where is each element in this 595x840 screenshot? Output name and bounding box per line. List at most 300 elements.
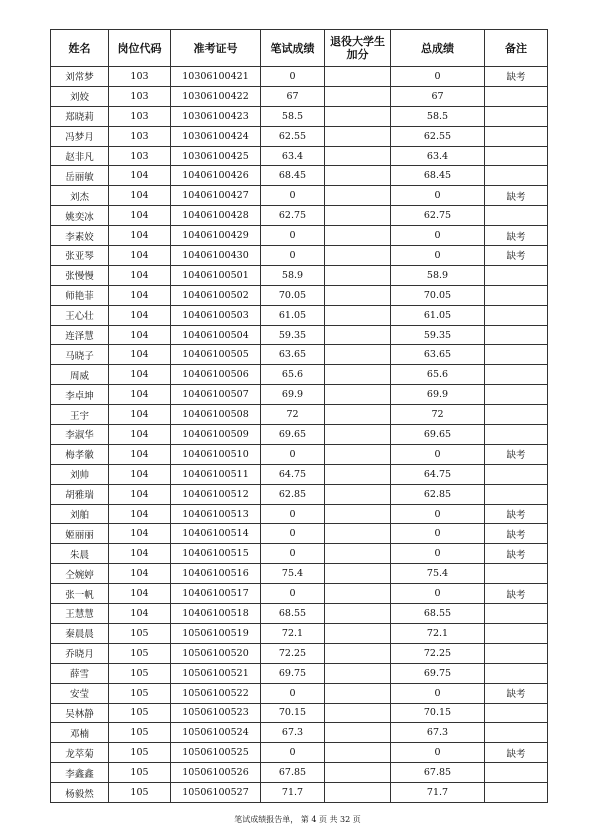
table-row bbox=[51, 444, 548, 464]
cell-name: 秦晨晨 bbox=[51, 623, 109, 643]
table-row bbox=[51, 564, 548, 584]
cell-written-score: 59.35 bbox=[261, 325, 325, 345]
cell-veteran-bonus bbox=[325, 365, 391, 385]
cell-remarks bbox=[485, 345, 548, 365]
cell-position-code: 104 bbox=[109, 464, 171, 484]
cell-veteran-bonus bbox=[325, 126, 391, 146]
cell-position-code: 105 bbox=[109, 623, 171, 643]
cell-position-code: 104 bbox=[109, 265, 171, 285]
cell-position-code: 104 bbox=[109, 186, 171, 206]
cell-position-code: 104 bbox=[109, 604, 171, 624]
cell-total-score: 0 bbox=[391, 67, 485, 87]
cell-ticket-number: 10406100504 bbox=[171, 325, 261, 345]
cell-position-code: 105 bbox=[109, 683, 171, 703]
cell-written-score: 70.15 bbox=[261, 703, 325, 723]
table-row bbox=[51, 604, 548, 624]
cell-total-score: 67.85 bbox=[391, 763, 485, 783]
cell-ticket-number: 10306100425 bbox=[171, 146, 261, 166]
cell-ticket-number: 10506100524 bbox=[171, 723, 261, 743]
table-row bbox=[51, 305, 548, 325]
cell-remarks bbox=[485, 663, 548, 683]
cell-remarks bbox=[485, 285, 548, 305]
cell-position-code: 103 bbox=[109, 86, 171, 106]
cell-written-score: 67 bbox=[261, 86, 325, 106]
cell-veteran-bonus bbox=[325, 723, 391, 743]
cell-position-code: 104 bbox=[109, 166, 171, 186]
cell-written-score: 72.1 bbox=[261, 623, 325, 643]
header-total-score: 总成绩 bbox=[391, 30, 485, 67]
cell-veteran-bonus bbox=[325, 763, 391, 783]
cell-remarks bbox=[485, 206, 548, 226]
table-row bbox=[51, 126, 548, 146]
page-footer: 笔试成绩报告单， 第 4 页 共 32 页 bbox=[234, 815, 361, 824]
cell-total-score: 70.15 bbox=[391, 703, 485, 723]
cell-name: 刘常梦 bbox=[51, 67, 109, 87]
cell-written-score: 0 bbox=[261, 524, 325, 544]
cell-name: 刘姣 bbox=[51, 86, 109, 106]
cell-ticket-number: 10406100514 bbox=[171, 524, 261, 544]
cell-ticket-number: 10406100503 bbox=[171, 305, 261, 325]
cell-position-code: 105 bbox=[109, 703, 171, 723]
cell-position-code: 103 bbox=[109, 106, 171, 126]
cell-total-score: 58.5 bbox=[391, 106, 485, 126]
cell-ticket-number: 10506100523 bbox=[171, 703, 261, 723]
cell-veteran-bonus bbox=[325, 106, 391, 126]
cell-total-score: 61.05 bbox=[391, 305, 485, 325]
cell-written-score: 69.65 bbox=[261, 425, 325, 445]
cell-total-score: 0 bbox=[391, 226, 485, 246]
cell-ticket-number: 10406100430 bbox=[171, 246, 261, 266]
cell-ticket-number: 10406100516 bbox=[171, 564, 261, 584]
cell-ticket-number: 10406100511 bbox=[171, 464, 261, 484]
cell-total-score: 75.4 bbox=[391, 564, 485, 584]
cell-name: 姚奕冰 bbox=[51, 206, 109, 226]
cell-remarks: 缺考 bbox=[485, 67, 548, 87]
cell-position-code: 105 bbox=[109, 783, 171, 803]
cell-written-score: 70.05 bbox=[261, 285, 325, 305]
table-row bbox=[51, 763, 548, 783]
table-row bbox=[51, 166, 548, 186]
table-row bbox=[51, 504, 548, 524]
cell-remarks bbox=[485, 86, 548, 106]
cell-name: 薛雪 bbox=[51, 663, 109, 683]
cell-written-score: 58.9 bbox=[261, 265, 325, 285]
cell-ticket-number: 10506100520 bbox=[171, 643, 261, 663]
cell-remarks bbox=[485, 325, 548, 345]
cell-total-score: 69.75 bbox=[391, 663, 485, 683]
cell-position-code: 105 bbox=[109, 743, 171, 763]
cell-veteran-bonus bbox=[325, 265, 391, 285]
cell-total-score: 65.6 bbox=[391, 365, 485, 385]
cell-name: 岳丽敏 bbox=[51, 166, 109, 186]
cell-name: 刘帅 bbox=[51, 464, 109, 484]
cell-remarks bbox=[485, 385, 548, 405]
cell-position-code: 103 bbox=[109, 126, 171, 146]
header-ticket-number: 准考证号 bbox=[171, 30, 261, 67]
cell-veteran-bonus bbox=[325, 743, 391, 763]
cell-position-code: 105 bbox=[109, 723, 171, 743]
cell-ticket-number: 10406100509 bbox=[171, 425, 261, 445]
cell-ticket-number: 10306100422 bbox=[171, 86, 261, 106]
table-row bbox=[51, 464, 548, 484]
cell-ticket-number: 10506100525 bbox=[171, 743, 261, 763]
cell-total-score: 68.55 bbox=[391, 604, 485, 624]
cell-ticket-number: 10406100515 bbox=[171, 544, 261, 564]
cell-veteran-bonus bbox=[325, 325, 391, 345]
cell-ticket-number: 10406100517 bbox=[171, 584, 261, 604]
cell-written-score: 61.05 bbox=[261, 305, 325, 325]
cell-name: 周威 bbox=[51, 365, 109, 385]
cell-total-score: 67 bbox=[391, 86, 485, 106]
cell-ticket-number: 10406100508 bbox=[171, 405, 261, 425]
cell-total-score: 72.25 bbox=[391, 643, 485, 663]
cell-name: 仝婉婷 bbox=[51, 564, 109, 584]
cell-position-code: 104 bbox=[109, 325, 171, 345]
cell-name: 胡雅瑞 bbox=[51, 484, 109, 504]
cell-veteran-bonus bbox=[325, 484, 391, 504]
cell-position-code: 104 bbox=[109, 524, 171, 544]
cell-written-score: 0 bbox=[261, 186, 325, 206]
table-row bbox=[51, 206, 548, 226]
cell-ticket-number: 10506100519 bbox=[171, 623, 261, 643]
cell-position-code: 104 bbox=[109, 285, 171, 305]
cell-veteran-bonus bbox=[325, 584, 391, 604]
cell-written-score: 75.4 bbox=[261, 564, 325, 584]
cell-veteran-bonus bbox=[325, 246, 391, 266]
cell-total-score: 0 bbox=[391, 444, 485, 464]
table-row bbox=[51, 325, 548, 345]
table-header-row bbox=[51, 30, 548, 67]
table-row bbox=[51, 226, 548, 246]
table-row bbox=[51, 265, 548, 285]
cell-name: 张一帆 bbox=[51, 584, 109, 604]
cell-veteran-bonus bbox=[325, 345, 391, 365]
cell-ticket-number: 10406100426 bbox=[171, 166, 261, 186]
cell-veteran-bonus bbox=[325, 683, 391, 703]
header-name: 姓名 bbox=[51, 30, 109, 67]
table-row bbox=[51, 643, 548, 663]
cell-ticket-number: 10306100423 bbox=[171, 106, 261, 126]
cell-name: 连泽慧 bbox=[51, 325, 109, 345]
cell-written-score: 62.75 bbox=[261, 206, 325, 226]
cell-written-score: 65.6 bbox=[261, 365, 325, 385]
cell-written-score: 69.75 bbox=[261, 663, 325, 683]
cell-written-score: 0 bbox=[261, 444, 325, 464]
cell-veteran-bonus bbox=[325, 186, 391, 206]
cell-name: 龙萃菊 bbox=[51, 743, 109, 763]
table-row bbox=[51, 67, 548, 87]
cell-remarks bbox=[485, 564, 548, 584]
cell-ticket-number: 10506100521 bbox=[171, 663, 261, 683]
cell-total-score: 72 bbox=[391, 405, 485, 425]
cell-remarks: 缺考 bbox=[485, 226, 548, 246]
cell-written-score: 68.55 bbox=[261, 604, 325, 624]
cell-remarks: 缺考 bbox=[485, 544, 548, 564]
cell-remarks bbox=[485, 425, 548, 445]
cell-ticket-number: 10406100428 bbox=[171, 206, 261, 226]
cell-written-score: 64.75 bbox=[261, 464, 325, 484]
table-row bbox=[51, 285, 548, 305]
cell-total-score: 64.75 bbox=[391, 464, 485, 484]
cell-name: 李淑华 bbox=[51, 425, 109, 445]
cell-remarks: 缺考 bbox=[485, 584, 548, 604]
cell-position-code: 104 bbox=[109, 305, 171, 325]
cell-remarks bbox=[485, 305, 548, 325]
table-row bbox=[51, 623, 548, 643]
cell-total-score: 63.4 bbox=[391, 146, 485, 166]
cell-position-code: 104 bbox=[109, 544, 171, 564]
cell-remarks: 缺考 bbox=[485, 186, 548, 206]
cell-ticket-number: 10506100527 bbox=[171, 783, 261, 803]
cell-total-score: 63.65 bbox=[391, 345, 485, 365]
cell-total-score: 69.9 bbox=[391, 385, 485, 405]
cell-written-score: 68.45 bbox=[261, 166, 325, 186]
cell-ticket-number: 10406100518 bbox=[171, 604, 261, 624]
cell-remarks bbox=[485, 265, 548, 285]
cell-position-code: 104 bbox=[109, 584, 171, 604]
cell-position-code: 105 bbox=[109, 643, 171, 663]
table-row bbox=[51, 106, 548, 126]
table-row bbox=[51, 743, 548, 763]
cell-ticket-number: 10406100501 bbox=[171, 265, 261, 285]
cell-name: 李卓坤 bbox=[51, 385, 109, 405]
cell-name: 张亚琴 bbox=[51, 246, 109, 266]
cell-written-score: 0 bbox=[261, 504, 325, 524]
table-row bbox=[51, 385, 548, 405]
cell-written-score: 67.85 bbox=[261, 763, 325, 783]
cell-veteran-bonus bbox=[325, 385, 391, 405]
table-row bbox=[51, 345, 548, 365]
cell-name: 吴林静 bbox=[51, 703, 109, 723]
cell-written-score: 72.25 bbox=[261, 643, 325, 663]
cell-veteran-bonus bbox=[325, 663, 391, 683]
cell-written-score: 69.9 bbox=[261, 385, 325, 405]
cell-written-score: 0 bbox=[261, 544, 325, 564]
table-row bbox=[51, 86, 548, 106]
cell-written-score: 62.85 bbox=[261, 484, 325, 504]
cell-position-code: 103 bbox=[109, 67, 171, 87]
cell-total-score: 62.75 bbox=[391, 206, 485, 226]
table-row bbox=[51, 544, 548, 564]
table-row bbox=[51, 186, 548, 206]
cell-position-code: 104 bbox=[109, 504, 171, 524]
cell-name: 李素姣 bbox=[51, 226, 109, 246]
cell-remarks: 缺考 bbox=[485, 504, 548, 524]
cell-remarks: 缺考 bbox=[485, 246, 548, 266]
cell-remarks bbox=[485, 106, 548, 126]
cell-remarks bbox=[485, 643, 548, 663]
cell-total-score: 62.85 bbox=[391, 484, 485, 504]
cell-remarks: 缺考 bbox=[485, 524, 548, 544]
cell-written-score: 72 bbox=[261, 405, 325, 425]
cell-written-score: 0 bbox=[261, 743, 325, 763]
cell-remarks bbox=[485, 783, 548, 803]
header-written-score: 笔试成绩 bbox=[261, 30, 325, 67]
table-row bbox=[51, 146, 548, 166]
table-row bbox=[51, 703, 548, 723]
cell-written-score: 0 bbox=[261, 226, 325, 246]
cell-written-score: 67.3 bbox=[261, 723, 325, 743]
cell-total-score: 67.3 bbox=[391, 723, 485, 743]
cell-position-code: 105 bbox=[109, 763, 171, 783]
table-row bbox=[51, 723, 548, 743]
cell-veteran-bonus bbox=[325, 464, 391, 484]
cell-remarks: 缺考 bbox=[485, 743, 548, 763]
cell-veteran-bonus bbox=[325, 405, 391, 425]
cell-remarks bbox=[485, 464, 548, 484]
cell-position-code: 104 bbox=[109, 385, 171, 405]
cell-remarks bbox=[485, 723, 548, 743]
table-row bbox=[51, 365, 548, 385]
cell-veteran-bonus bbox=[325, 166, 391, 186]
cell-name: 郑晓莉 bbox=[51, 106, 109, 126]
cell-ticket-number: 10406100505 bbox=[171, 345, 261, 365]
cell-name: 李鑫鑫 bbox=[51, 763, 109, 783]
cell-ticket-number: 10406100507 bbox=[171, 385, 261, 405]
cell-veteran-bonus bbox=[325, 623, 391, 643]
table-row bbox=[51, 663, 548, 683]
cell-total-score: 72.1 bbox=[391, 623, 485, 643]
cell-name: 邓楠 bbox=[51, 723, 109, 743]
cell-written-score: 0 bbox=[261, 584, 325, 604]
cell-remarks bbox=[485, 166, 548, 186]
cell-total-score: 0 bbox=[391, 544, 485, 564]
cell-veteran-bonus bbox=[325, 544, 391, 564]
cell-name: 刘杰 bbox=[51, 186, 109, 206]
cell-written-score: 0 bbox=[261, 67, 325, 87]
cell-veteran-bonus bbox=[325, 524, 391, 544]
table-row bbox=[51, 425, 548, 445]
cell-total-score: 69.65 bbox=[391, 425, 485, 445]
table-row bbox=[51, 783, 548, 803]
cell-remarks bbox=[485, 604, 548, 624]
cell-total-score: 0 bbox=[391, 186, 485, 206]
cell-total-score: 0 bbox=[391, 524, 485, 544]
cell-remarks bbox=[485, 623, 548, 643]
cell-name: 马晓子 bbox=[51, 345, 109, 365]
header-position-code: 岗位代码 bbox=[109, 30, 171, 67]
cell-total-score: 62.55 bbox=[391, 126, 485, 146]
cell-name: 安莹 bbox=[51, 683, 109, 703]
table-row bbox=[51, 246, 548, 266]
cell-veteran-bonus bbox=[325, 604, 391, 624]
table-row bbox=[51, 405, 548, 425]
cell-name: 杨毅然 bbox=[51, 783, 109, 803]
cell-remarks bbox=[485, 405, 548, 425]
table-row bbox=[51, 584, 548, 604]
cell-name: 梅孝徽 bbox=[51, 444, 109, 464]
table-body bbox=[51, 67, 548, 803]
table-row bbox=[51, 484, 548, 504]
cell-position-code: 104 bbox=[109, 425, 171, 445]
cell-name: 王心壮 bbox=[51, 305, 109, 325]
cell-ticket-number: 10306100424 bbox=[171, 126, 261, 146]
header-remarks: 备注 bbox=[485, 30, 548, 67]
table-row bbox=[51, 683, 548, 703]
cell-veteran-bonus bbox=[325, 783, 391, 803]
cell-written-score: 63.65 bbox=[261, 345, 325, 365]
cell-total-score: 0 bbox=[391, 743, 485, 763]
cell-name: 朱晨 bbox=[51, 544, 109, 564]
cell-veteran-bonus bbox=[325, 146, 391, 166]
cell-name: 张慢慢 bbox=[51, 265, 109, 285]
cell-total-score: 58.9 bbox=[391, 265, 485, 285]
cell-veteran-bonus bbox=[325, 425, 391, 445]
cell-total-score: 0 bbox=[391, 683, 485, 703]
cell-written-score: 63.4 bbox=[261, 146, 325, 166]
cell-name: 冯梦月 bbox=[51, 126, 109, 146]
cell-name: 刘舶 bbox=[51, 504, 109, 524]
cell-total-score: 0 bbox=[391, 246, 485, 266]
cell-ticket-number: 10406100429 bbox=[171, 226, 261, 246]
cell-remarks bbox=[485, 365, 548, 385]
cell-ticket-number: 10406100512 bbox=[171, 484, 261, 504]
cell-veteran-bonus bbox=[325, 504, 391, 524]
cell-remarks: 缺考 bbox=[485, 444, 548, 464]
cell-position-code: 104 bbox=[109, 484, 171, 504]
cell-remarks bbox=[485, 126, 548, 146]
cell-name: 乔晓月 bbox=[51, 643, 109, 663]
cell-written-score: 58.5 bbox=[261, 106, 325, 126]
cell-name: 王宇 bbox=[51, 405, 109, 425]
cell-total-score: 70.05 bbox=[391, 285, 485, 305]
cell-veteran-bonus bbox=[325, 285, 391, 305]
cell-veteran-bonus bbox=[325, 305, 391, 325]
cell-veteran-bonus bbox=[325, 206, 391, 226]
header-veteran-bonus: 退役大学生加分 bbox=[325, 30, 391, 67]
cell-veteran-bonus bbox=[325, 703, 391, 723]
cell-ticket-number: 10506100526 bbox=[171, 763, 261, 783]
cell-written-score: 71.7 bbox=[261, 783, 325, 803]
cell-ticket-number: 10306100421 bbox=[171, 67, 261, 87]
cell-veteran-bonus bbox=[325, 67, 391, 87]
cell-remarks bbox=[485, 484, 548, 504]
cell-ticket-number: 10406100502 bbox=[171, 285, 261, 305]
cell-ticket-number: 10406100427 bbox=[171, 186, 261, 206]
cell-remarks bbox=[485, 146, 548, 166]
cell-ticket-number: 10406100510 bbox=[171, 444, 261, 464]
cell-remarks bbox=[485, 763, 548, 783]
cell-veteran-bonus bbox=[325, 564, 391, 584]
cell-name: 王慧慧 bbox=[51, 604, 109, 624]
cell-veteran-bonus bbox=[325, 226, 391, 246]
cell-veteran-bonus bbox=[325, 86, 391, 106]
table-row bbox=[51, 524, 548, 544]
cell-name: 赵非凡 bbox=[51, 146, 109, 166]
cell-total-score: 71.7 bbox=[391, 783, 485, 803]
cell-total-score: 59.35 bbox=[391, 325, 485, 345]
cell-veteran-bonus bbox=[325, 643, 391, 663]
cell-written-score: 62.55 bbox=[261, 126, 325, 146]
cell-remarks: 缺考 bbox=[485, 683, 548, 703]
cell-written-score: 0 bbox=[261, 246, 325, 266]
cell-position-code: 104 bbox=[109, 365, 171, 385]
cell-total-score: 0 bbox=[391, 584, 485, 604]
cell-position-code: 105 bbox=[109, 663, 171, 683]
cell-ticket-number: 10406100513 bbox=[171, 504, 261, 524]
cell-position-code: 104 bbox=[109, 564, 171, 584]
cell-position-code: 104 bbox=[109, 444, 171, 464]
cell-total-score: 68.45 bbox=[391, 166, 485, 186]
cell-position-code: 103 bbox=[109, 146, 171, 166]
cell-written-score: 0 bbox=[261, 683, 325, 703]
cell-position-code: 104 bbox=[109, 405, 171, 425]
cell-position-code: 104 bbox=[109, 246, 171, 266]
cell-total-score: 0 bbox=[391, 504, 485, 524]
cell-position-code: 104 bbox=[109, 345, 171, 365]
cell-remarks bbox=[485, 703, 548, 723]
score-table bbox=[50, 29, 548, 803]
